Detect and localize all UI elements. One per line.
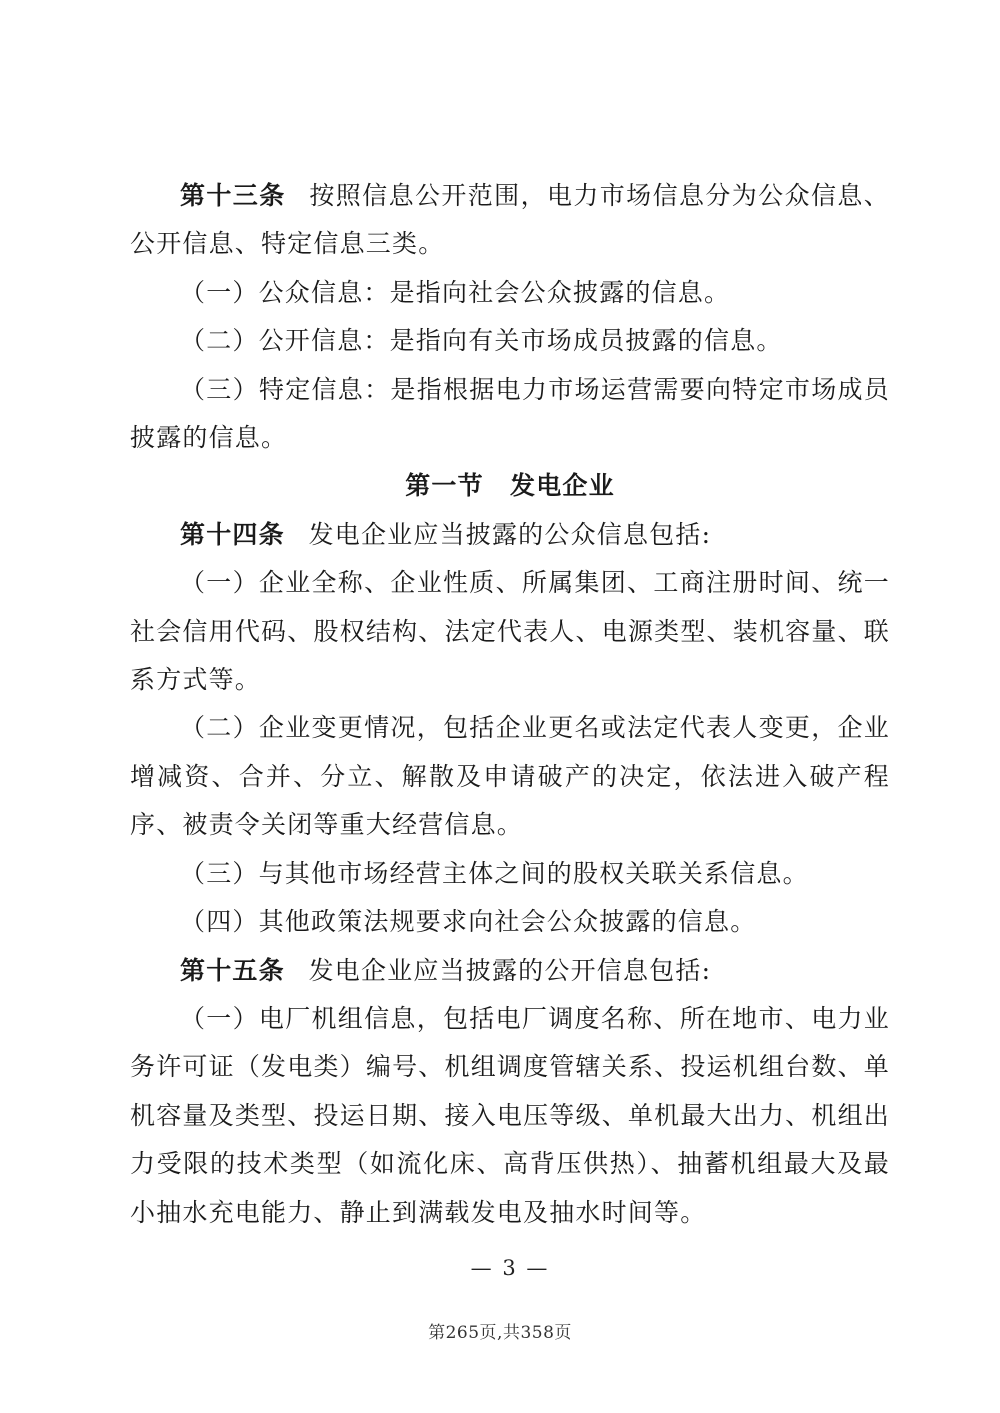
article-13-item-3: （三）特定信息：是指根据电力市场运营需要向特定市场成员披露的信息。 [130, 374, 890, 453]
article-14-item-3: （三）与其他市场经营主体之间的股权关联关系信息。 [180, 858, 809, 888]
article-13-paragraph [130, 172, 890, 269]
article-14-body: 发电企业应当披露的公众信息包括: [308, 519, 712, 549]
document-content [130, 0, 890, 1237]
article-15-item-1: （一）电厂机组信息，包括电厂调度名称、所在地市、电力业务许可证（发电类）编号、机组调度管辖关系、投运机组台数、单机容量及类型、投运日期、接入电压等级、单机最大出力、机组出力受限的技术类型（如流化床、高背压供热）、抽蓄机组最大及最小抽水充电能力、静止到满载发电及抽水时间等。 [130, 1003, 890, 1227]
article-14-item-1: （一）企业全称、企业性质、所属集团、工商注册时间、统一社会信用代码、股权结构、法定代表人、电源类型、装机容量、联系方式等。 [130, 568, 890, 695]
article-14-number: 第十四条 [180, 519, 285, 549]
section-1-heading: 第一节 发电企业 [405, 471, 615, 501]
page-number: — 3 — [470, 1255, 550, 1280]
article-13-number: 第十三条 [180, 181, 286, 210]
article-15-paragraph [130, 947, 890, 995]
article-13-item-2: （二）公开信息：是指向有关市场成员披露的信息。 [180, 326, 783, 356]
article-14-item-2: （二）企业变更情况，包括企业更名或法定代表人变更，企业增减资、合并、分立、解散及申请破产的决定，依法进入破产程序、被责令关闭等重大经营信息。 [130, 713, 890, 840]
article-15-body: 发电企业应当披露的公开信息包括: [308, 955, 712, 985]
article-13-body: 按照信息公开范围，电力市场信息分为公众信息、公开信息、特定信息三类。 [130, 181, 890, 259]
article-14-paragraph [130, 511, 890, 559]
page-indicator: 第265页,共358页 [428, 1322, 572, 1343]
article-14-item-4: （四）其他政策法规要求向社会公众披露的信息。 [180, 907, 757, 937]
article-15-number: 第十五条 [180, 955, 285, 985]
article-13-item-1: （一）公众信息：是指向社会公众披露的信息。 [180, 277, 731, 307]
